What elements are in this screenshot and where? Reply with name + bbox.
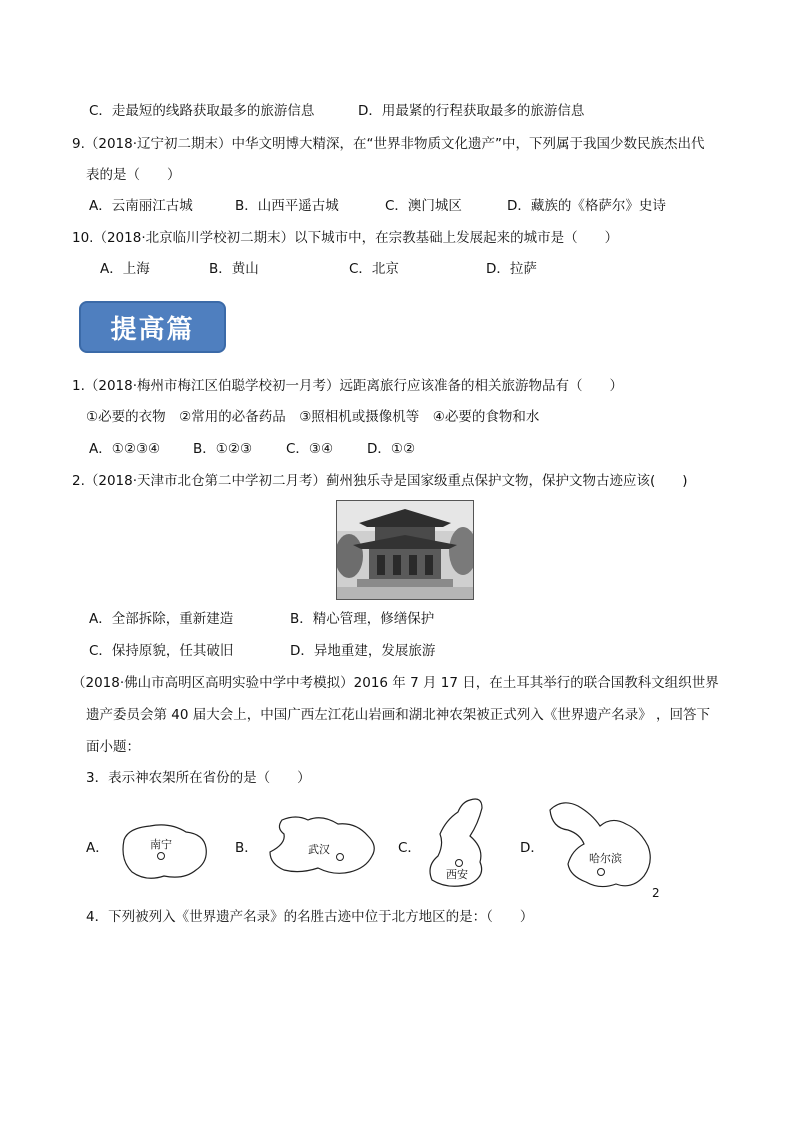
p3-option-d-label: D．	[520, 840, 544, 856]
p1-items: ①必要的衣物 ②常用的必备药品 ③照相机或摄像机等 ④必要的食物和水	[86, 409, 540, 425]
p3-option-c-label: C．	[398, 840, 421, 856]
map-hubei-dot	[337, 854, 344, 861]
passage-line2: 遗产委员会第 40 届大会上，中国广西左江花山岩画和湖北神农架被正式列入《世界遗产名录》 ，回答下	[86, 707, 711, 723]
p2-option-b: B．精心管理，修缮保护	[290, 611, 435, 627]
p3-stem: 3．表示神农架所在省份的是（ ）	[86, 770, 311, 786]
section-title: 提高篇	[110, 314, 195, 345]
p2-option-d: D．异地重建，发展旅游	[290, 643, 436, 659]
passage-line3: 面小题：	[86, 739, 140, 755]
p1-option-b: B．①②③	[193, 441, 253, 457]
q10-option-c: C．北京	[349, 261, 399, 277]
q8-option-d: D．用最紧的行程获取最多的旅游信息	[358, 103, 585, 119]
map-shaanxi-dot	[456, 860, 463, 867]
p1-stem: 1.（2018·梅州市梅江区伯聪学校初一月考）远距离旅行应该准备的相关旅游物品有（ ）	[72, 378, 624, 394]
p1-option-d: D．①②	[367, 441, 416, 457]
p3-option-b-label: B．	[235, 840, 258, 856]
q9-option-c: C．澳门城区	[385, 198, 462, 214]
p2-option-a: A．全部拆除，重新建造	[89, 611, 234, 627]
temple-photo-drawing	[337, 501, 473, 599]
map-guangxi-dot	[158, 853, 165, 860]
map-label-xian: 西安	[446, 868, 468, 881]
p1-option-a: A．①②③④	[89, 441, 161, 457]
page-number: 2	[652, 886, 660, 900]
q9-stem-line2: 表的是（ ）	[86, 167, 181, 183]
q10-option-b: B．黄山	[209, 261, 259, 277]
map-heilongjiang-dot	[598, 869, 605, 876]
map-label-wuhan: 武汉	[308, 843, 330, 856]
map-label-harbin: 哈尔滨	[589, 852, 622, 865]
q9-option-b: B．山西平遥古城	[235, 198, 339, 214]
section-banner	[79, 301, 226, 353]
p2-stem: 2.（2018·天津市北仓第二中学初二月考）蓟州独乐寺是国家级重点保护文物，保护文物古迹应该( )	[72, 473, 688, 489]
p3-option-a-label: A．	[86, 840, 109, 856]
p4-stem: 4．下列被列入《世界遗产名录》的名胜古迹中位于北方地区的是：（ ）	[86, 909, 534, 925]
q8-option-c: C．走最短的线路获取最多的旅游信息	[89, 103, 315, 119]
q9-option-d: D．藏族的《格萨尔》史诗	[507, 198, 666, 214]
q9-option-a: A．云南丽江古城	[89, 198, 193, 214]
q10-stem: 10.（2018·北京临川学校初二期末）以下城市中，在宗教基础上发展起来的城市是（ ）	[72, 230, 619, 246]
map-label-nanning: 南宁	[150, 838, 172, 851]
temple-photo	[336, 500, 474, 600]
q10-option-a: A．上海	[100, 261, 150, 277]
q10-option-d: D．拉萨	[486, 261, 537, 277]
province-maps	[0, 790, 680, 900]
p2-option-c: C．保持原貌，任其破旧	[89, 643, 234, 659]
passage-line1: （2018·佛山市高明区高明实验中学中考模拟）2016 年 7 月 17 日，在土耳其举行的联合国教科文组织世界	[72, 675, 719, 691]
q9-stem-line1: 9.（2018·辽宁初二期末）中华文明博大精深，在“世界非物质文化遗产”中，下列属于我国少数民族杰出代	[72, 136, 705, 152]
p1-option-c: C．③④	[286, 441, 334, 457]
